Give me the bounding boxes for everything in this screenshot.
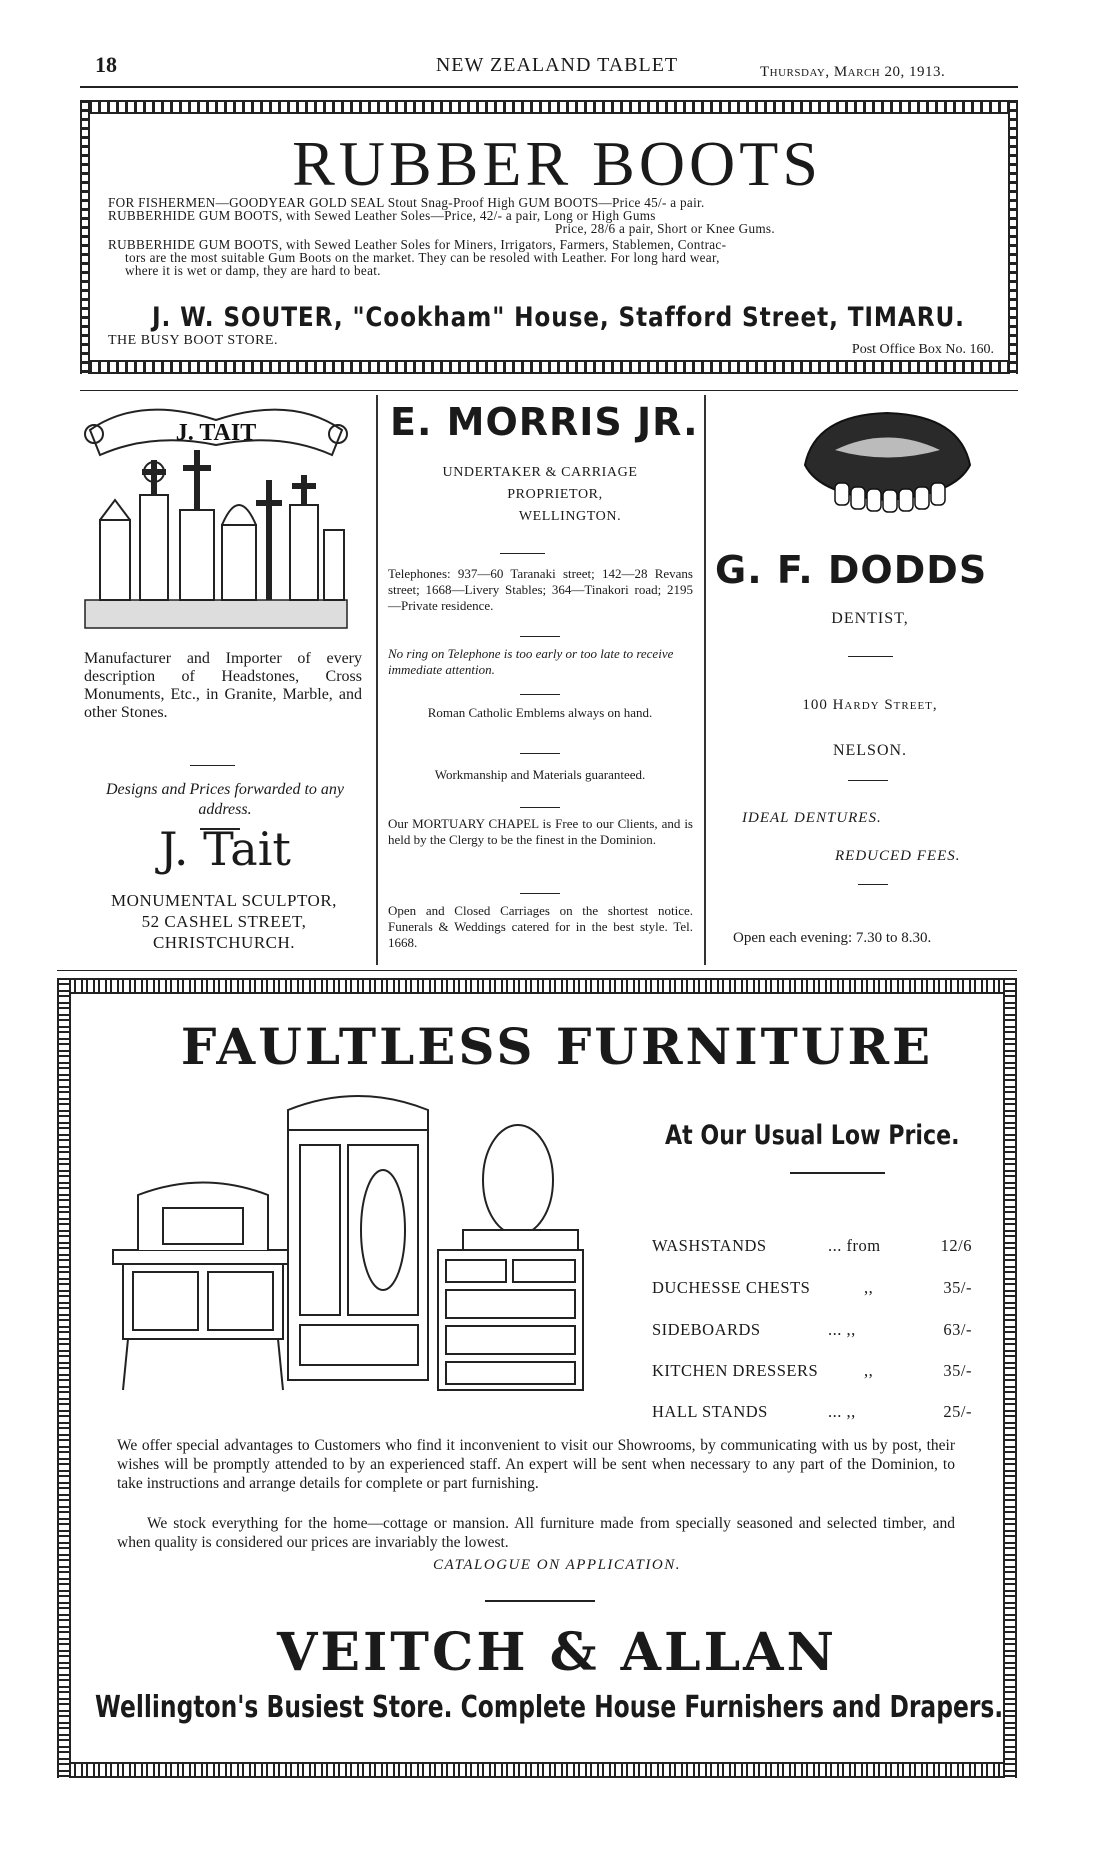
dodds-ideal-dentures: IDEAL DENTURES. [742,810,882,826]
morris-subtitle [380,462,700,528]
price-row-duchesse [652,1278,972,1300]
rubber-boots-line: where it is wet or damp, they are hard to beat. [125,263,381,278]
issue-date: Thursday, March 20, 1913. [760,64,946,80]
tait-address [74,890,374,953]
morris-subtitle-line: UNDERTAKER & CARRIAGE [442,465,638,480]
price-row-washstands [652,1236,972,1258]
divider [485,1600,595,1602]
price-value: 25/- [943,1402,972,1421]
price-item: DUCHESSE CHESTS [652,1278,811,1297]
price-value: 35/- [943,1361,972,1380]
morris-emblems: Roman Catholic Emblems always on hand. [427,705,653,720]
dodds-address: 100 Hardy Street, [802,697,938,713]
divider [520,893,560,894]
price-from: ,, [864,1278,874,1297]
newspaper-title: NEW ZEALAND TABLET [435,54,679,76]
rubber-boots-line: FOR FISHERMEN—GOODYEAR GOLD SEAL Stout Snag-Proof High GUM BOOTS—Price 45/- a pair. [108,195,705,210]
dodds-reduced-fees: REDUCED FEES. [835,848,961,864]
morris-name: E. MORRIS JR. [390,400,699,444]
po-box: Post Office Box No. 160. [851,342,994,357]
price-item: HALL STANDS [652,1402,768,1421]
price-from: ... ,, [828,1320,856,1339]
souter-merchant-name: J. W. SOUTER, "Cookham" House, Stafford Street, TIMARU. [152,302,965,333]
price-item: KITCHEN DRESSERS [652,1361,819,1380]
header-rule [80,86,1018,88]
rubber-boots-line: RUBBERHIDE GUM BOOTS, with Sewed Leather Soles—Price, 42/- a pair, Long or High Gums [108,208,656,223]
page-number: 18 [95,52,117,77]
usual-low-price: At Our Usual Low Price. [665,1120,960,1151]
catalogue-note: CATALOGUE ON APPLICATION. [433,1557,681,1573]
morris-subtitle-line: WELLINGTON. [518,509,622,524]
divider [500,553,545,554]
column-divider [704,395,706,965]
furniture-illustration [108,1090,588,1410]
section-rule [80,390,1018,391]
headstones-illustration [80,400,352,630]
tait-address-line: MONUMENTAL SCULPTOR, [111,891,337,910]
section-rule [57,970,1017,971]
faultless-furniture-heading: FAULTLESS FURNITURE [180,1017,934,1076]
divider [848,780,888,781]
tait-address-line: 52 CASHEL STREET, [141,912,307,931]
price-row-kitchen-dressers [652,1361,972,1383]
rubber-boots-line: RUBBERHIDE GUM BOOTS, with Sewed Leather Soles for Miners, Irrigators, Farmers, Stablemen, Contrac- [108,237,727,252]
tait-banner-text: J. TAIT [175,420,257,446]
price-row-hall-stands [652,1402,972,1424]
divider [520,807,560,808]
morris-ring-note: No ring on Telephone is too early or too late to receive immediate attention. [388,646,674,677]
morris-workmanship: Workmanship and Materials guaranteed. [434,767,646,782]
furniture-paragraph-2: We stock everything for the home—cottage or mansion. All furniture made from specially seasoned and selected timber, and when quality is considered our prices are invariably the lowest. [117,1515,955,1551]
tait-designs-note: Designs and Prices forwarded to any address. [105,781,345,818]
dodds-hours: Open each evening: 7.30 to 8.30. [733,930,932,946]
wellington-busiest-store: Wellington's Busiest Store. Complete House Furnishers and Drapers. [95,1690,1004,1725]
morris-carriages: Open and Closed Carriages on the shortest notice. Funerals & Weddings catered for in the best style. Tel. 1668. [388,903,693,950]
morris-telephones: Telephones: 937—60 Taranaki street; 142—28 Revans street; 1668—Livery Stables; 364—Tinakori road; 2195—Private residence. [388,566,693,613]
price-from: ... ,, [828,1402,856,1421]
divider [520,636,560,637]
divider [790,1172,885,1174]
furniture-paragraph-1: We offer special advantages to Customers who find it inconvenient to visit our Showrooms, by communicating with us by post, their wishes will be promptly attended to by an experienced staff. An expert will be sent when necessary to any part of the Dominion, to take instructions and arrange details for complete or part furnishing. [117,1437,955,1492]
rubber-boots-heading: RUBBER BOOTS [292,128,822,199]
morris-chapel: Our MORTUARY CHAPEL is Free to our Clients, and is held by the Clergy to be the finest in the Dominion. [388,816,693,847]
dentures-illustration [795,405,980,525]
divider [848,656,893,657]
rubber-boots-line: Price, 28/6 a pair, Short or Knee Gums. [555,221,775,236]
divider [520,753,560,754]
dodds-name: G. F. DODDS [715,548,988,592]
morris-subtitle-line: PROPRIETOR, [507,487,603,502]
tait-address-line: CHRISTCHURCH. [152,933,296,952]
price-value: 12/6 [940,1236,972,1255]
busy-boot-store-tagline: THE BUSY BOOT STORE. [108,333,278,348]
rubber-boots-line: tors are the most suitable Gum Boots on the market. They can be resoled with Leather. For long hard wear, [125,250,720,265]
divider [190,765,235,766]
veitch-allan-name: VEITCH & ALLAN [276,1622,838,1683]
price-value: 35/- [943,1278,972,1297]
tait-description: Manufacturer and Importer of every description of Headstones, Cross Monuments, Etc., in Granite, Marble, and other Stones. [84,650,362,721]
divider [858,884,888,885]
column-divider [376,395,378,965]
price-from: ... from [828,1236,881,1255]
tait-signature-name: J. Tait [159,822,291,876]
price-item: WASHSTANDS [652,1236,767,1255]
divider [520,694,560,695]
price-value: 63/- [943,1320,972,1339]
dodds-profession: DENTIST, [831,610,909,627]
price-item: SIDEBOARDS [652,1320,761,1339]
dodds-city: NELSON. [832,742,908,759]
price-row-sideboards [652,1320,972,1342]
price-from: ,, [864,1361,874,1380]
